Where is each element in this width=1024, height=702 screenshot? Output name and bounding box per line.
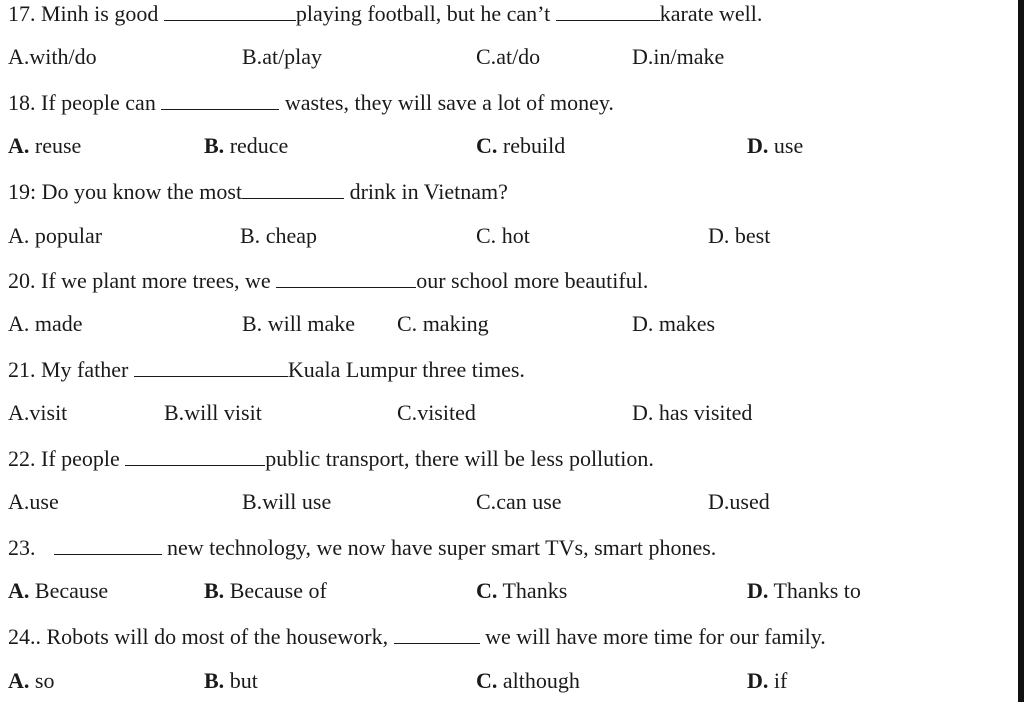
option-d[interactable]: [708, 491, 770, 513]
question-number: 24..: [8, 624, 41, 649]
option-letter: D.: [632, 400, 654, 425]
option-a[interactable]: [8, 670, 54, 692]
option-letter: A.: [8, 578, 30, 603]
option-letter: B.: [240, 223, 261, 248]
option-d[interactable]: [632, 46, 724, 68]
question-18: [8, 91, 614, 114]
option-a[interactable]: [8, 135, 81, 157]
option-c[interactable]: [397, 313, 489, 335]
question-number: 17.: [8, 1, 36, 26]
question-number: 22.: [8, 446, 36, 471]
answer-blank[interactable]: [161, 91, 279, 110]
option-text: reuse: [29, 133, 82, 158]
option-b[interactable]: [164, 402, 262, 424]
question-number: 20.: [8, 268, 36, 293]
option-letter: A.: [8, 489, 30, 514]
option-text: visited: [417, 400, 476, 425]
option-text: popular: [29, 223, 103, 248]
option-letter: D.: [747, 668, 769, 693]
option-text: Thanks: [497, 578, 568, 603]
option-letter: C.: [476, 489, 497, 514]
option-d[interactable]: [747, 135, 803, 157]
option-text: Because: [29, 578, 109, 603]
option-d[interactable]: [708, 225, 770, 247]
option-text: hot: [496, 223, 530, 248]
option-letter: B.: [242, 489, 263, 514]
option-c[interactable]: [476, 491, 562, 513]
option-letter: A.: [8, 311, 30, 336]
option-text: will use: [262, 489, 332, 514]
answer-blank[interactable]: [54, 536, 162, 555]
option-letter: A.: [8, 400, 30, 425]
question-number: 19:: [8, 179, 37, 204]
option-a[interactable]: [8, 580, 108, 602]
option-letter: D.: [632, 311, 654, 336]
option-text: will make: [262, 311, 356, 336]
question-text: Kuala Lumpur three times.: [287, 357, 525, 382]
question-text: wastes, they will save a lot of money.: [279, 90, 614, 115]
question-text: Robots will do most of the housework,: [41, 624, 394, 649]
question-22: [8, 447, 654, 470]
option-letter: C.: [476, 44, 497, 69]
option-text: Because of: [224, 578, 327, 603]
option-letter: A.: [8, 44, 30, 69]
option-d[interactable]: [632, 402, 752, 424]
question-number: 18.: [8, 90, 36, 115]
option-c[interactable]: [476, 670, 580, 692]
option-text: use: [29, 489, 59, 514]
question-19: [8, 180, 508, 203]
option-letter: C.: [476, 578, 498, 603]
option-b[interactable]: [242, 313, 355, 335]
question-21: [8, 358, 525, 381]
answer-blank[interactable]: [242, 180, 344, 199]
option-text: in/make: [653, 44, 725, 69]
option-text: with/do: [29, 44, 97, 69]
question-text: public transport, there will be less pollution.: [265, 446, 654, 471]
option-d[interactable]: [747, 580, 861, 602]
option-letter: C.: [397, 400, 418, 425]
option-text: can use: [496, 489, 562, 514]
option-letter: B.: [164, 400, 185, 425]
option-a[interactable]: [8, 313, 83, 335]
option-text: best: [729, 223, 771, 248]
option-text: rebuild: [497, 133, 566, 158]
option-b[interactable]: [242, 491, 331, 513]
option-text: at/play: [262, 44, 323, 69]
option-letter: D.: [632, 44, 654, 69]
option-letter: B.: [204, 578, 225, 603]
option-text: will visit: [184, 400, 262, 425]
option-a[interactable]: [8, 402, 67, 424]
question-text: drink in Vietnam?: [344, 179, 508, 204]
question-text: new technology, we now have super smart TVs, smart phones.: [161, 535, 717, 560]
option-letter: C.: [476, 133, 498, 158]
answer-blank[interactable]: [394, 625, 480, 644]
option-letter: C.: [476, 223, 497, 248]
question-number: 21.: [8, 357, 36, 382]
option-b[interactable]: [204, 580, 327, 602]
question-text: Do you know the most: [36, 179, 243, 204]
option-letter: D.: [708, 223, 730, 248]
option-c[interactable]: [476, 580, 567, 602]
answer-blank[interactable]: [276, 269, 416, 288]
question-text: If people: [35, 446, 126, 471]
option-text: reduce: [224, 133, 289, 158]
answer-blank[interactable]: [556, 2, 660, 21]
answer-blank[interactable]: [164, 2, 296, 21]
option-letter: D.: [747, 578, 769, 603]
option-a[interactable]: [8, 225, 102, 247]
option-c[interactable]: [476, 225, 530, 247]
option-letter: B.: [204, 133, 225, 158]
option-text: visit: [29, 400, 68, 425]
question-text: karate well.: [659, 1, 763, 26]
option-text: making: [417, 311, 489, 336]
option-text: so: [29, 668, 55, 693]
question-23: [8, 536, 716, 559]
question-24: [8, 625, 826, 648]
option-letter: A.: [8, 223, 30, 248]
question-text: Minh is good: [41, 1, 164, 26]
option-a[interactable]: [8, 46, 97, 68]
option-letter: D.: [708, 489, 730, 514]
option-text: but: [224, 668, 258, 693]
question-20: [8, 269, 648, 292]
option-d[interactable]: [747, 670, 787, 692]
option-text: if: [768, 668, 788, 693]
option-letter: A.: [8, 668, 30, 693]
option-b[interactable]: [240, 225, 317, 247]
question-17: [8, 2, 762, 25]
option-a[interactable]: [8, 491, 59, 513]
question-text: My father: [35, 357, 134, 382]
question-text: playing football, but he can’t: [295, 1, 556, 26]
option-b[interactable]: [242, 46, 322, 68]
option-letter: C.: [476, 668, 498, 693]
question-number: 23.: [8, 535, 36, 560]
answer-blank[interactable]: [125, 447, 265, 466]
option-text: used: [729, 489, 770, 514]
question-text: we will have more time for our family.: [479, 624, 826, 649]
answer-blank[interactable]: [134, 358, 288, 377]
question-text: our school more beautiful.: [416, 268, 649, 293]
question-text: If people can: [35, 90, 162, 115]
option-text: use: [768, 133, 804, 158]
option-c[interactable]: [397, 402, 476, 424]
option-letter: B.: [204, 668, 225, 693]
option-c[interactable]: [476, 135, 565, 157]
option-text: has visited: [653, 400, 753, 425]
option-text: makes: [653, 311, 716, 336]
option-letter: B.: [242, 44, 263, 69]
option-b[interactable]: [204, 135, 288, 157]
option-text: Thanks to: [768, 578, 861, 603]
option-c[interactable]: [476, 46, 540, 68]
option-text: cheap: [260, 223, 317, 248]
option-b[interactable]: [204, 670, 258, 692]
page-edge-border: [1018, 0, 1024, 702]
option-text: made: [29, 311, 83, 336]
option-letter: D.: [747, 133, 769, 158]
option-text: at/do: [496, 44, 541, 69]
option-letter: C.: [397, 311, 418, 336]
option-letter: B.: [242, 311, 263, 336]
question-text: If we plant more trees, we: [35, 268, 277, 293]
option-text: although: [497, 668, 580, 693]
option-d[interactable]: [632, 313, 715, 335]
option-letter: A.: [8, 133, 30, 158]
